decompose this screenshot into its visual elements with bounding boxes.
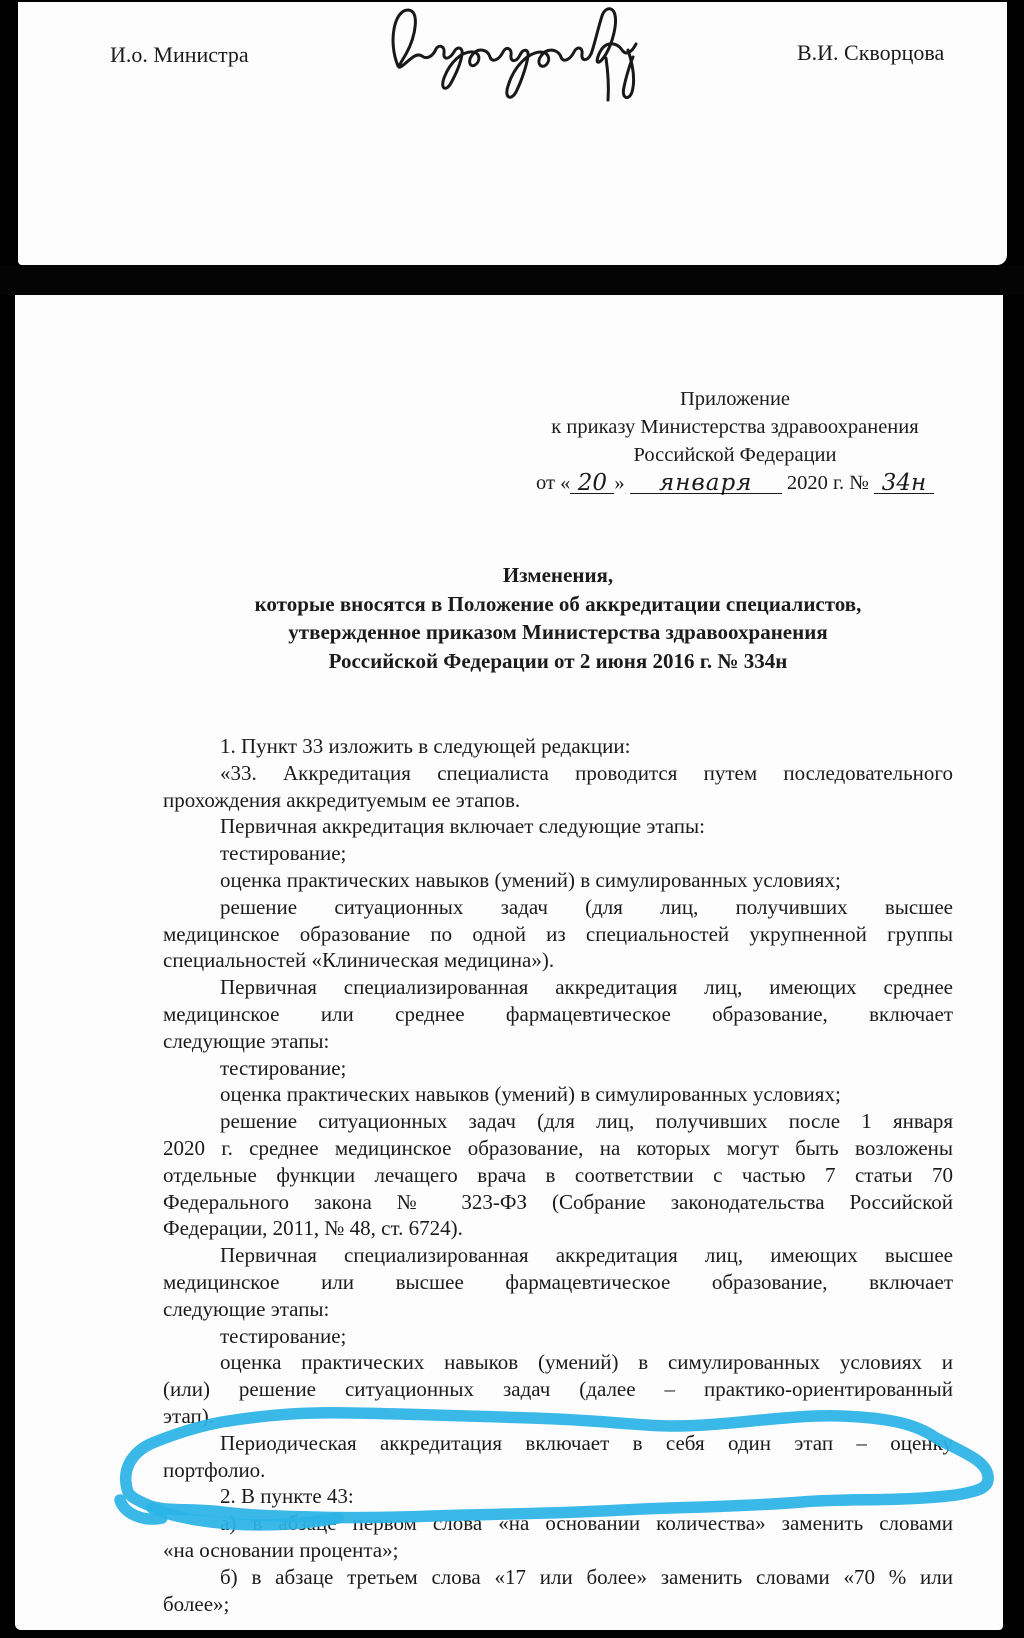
acting-minister-label: И.о. Министра <box>110 42 249 67</box>
highlight-ellipse-annotation <box>100 1390 1010 1550</box>
body-line: специальностей «Клиническая медицина»). <box>163 948 555 973</box>
body-line: б) в абзаце третьем слова «17 или более» заменить словами «70 % или <box>220 1564 953 1589</box>
page-separator <box>0 265 1024 295</box>
body-line: медицинское или высшее фармацевтическое образование, включает <box>163 1269 953 1294</box>
body-line: Федерального закона № 323-ФЗ (Собрание законодательства Российской <box>163 1189 953 1214</box>
handwritten-month: января <box>630 474 782 494</box>
body-line: Первичная специализированная аккредитация лиц, имеющих среднее <box>220 975 953 1000</box>
title-line: которые вносятся в Положение об аккредитации специалистов, <box>254 591 862 616</box>
body-line: более»; <box>163 1591 230 1616</box>
body-line: 1. Пункт 33 изложить в следующей редакции: <box>220 734 631 758</box>
minister-signature <box>370 2 650 114</box>
body-line: «на основании процента»; <box>163 1537 399 1562</box>
header-line: Приложение <box>679 388 791 410</box>
date-prefix: от « <box>536 472 571 494</box>
body-line: следующие этапы: <box>163 1028 330 1053</box>
body-line: решение ситуационных задач (для лиц, получивших высшее <box>220 894 953 919</box>
body-line: Первичная специализированная аккредитация лиц, имеющих высшее <box>220 1243 953 1268</box>
body-line: тестирование; <box>220 841 347 866</box>
document-sheet <box>15 295 1003 1630</box>
document-title <box>163 561 953 675</box>
body-line: отдельные функции лечащего врача в соответствии с частью 7 статьи 70 <box>163 1162 953 1187</box>
header-line: Российской Федерации <box>633 444 837 466</box>
title-lines <box>163 561 953 675</box>
header-lines <box>485 385 985 469</box>
body-line: оценка практических навыков (умений) в симулированных условиях; <box>220 867 841 892</box>
body-line: тестирование; <box>220 1323 347 1348</box>
body-line: этап). <box>163 1403 214 1428</box>
body-line: Периодическая аккредитация включает в себя один этап – оценку <box>220 1430 953 1455</box>
handwritten-day: 20 <box>570 474 614 494</box>
date-close-quote: » <box>614 472 625 494</box>
body-line: а) в абзаце первом слова «на основании количества» заменить словами <box>220 1511 953 1536</box>
top-page-sheet <box>18 2 1007 265</box>
header-line: к приказу Министерства здравоохранения <box>551 416 919 438</box>
body-line: (или) решение ситуационных задач (далее – практико-ориентированный <box>163 1377 953 1402</box>
body-line: Первичная аккредитация включает следующие этапы: <box>220 814 705 839</box>
body-line: тестирование; <box>220 1055 347 1080</box>
body-line: 2020 г. среднее медицинское образование, на которых могут быть возложены <box>163 1135 953 1160</box>
body-line: оценка практических навыков (умений) в симулированных условиях; <box>220 1082 841 1107</box>
title-line: утвержденное приказом Министерства здравоохранения <box>288 620 828 644</box>
body-line: медицинское образование по одной из специальностей укрупненной группы <box>163 921 953 946</box>
appendix-header <box>485 385 985 497</box>
order-date-line <box>485 469 985 497</box>
body-line: «33. Аккредитация специалиста проводится путем последовательного <box>220 760 953 785</box>
body-line: прохождения аккредитуемым ее этапов. <box>163 787 521 812</box>
title-line: Изменения, <box>502 563 614 587</box>
minister-name-label: В.И. Скворцова <box>797 40 945 65</box>
body-line: следующие этапы: <box>163 1296 330 1321</box>
title-line: Российской Федерации от 2 июня 2016 г. № 334н <box>328 648 788 673</box>
body-line: решение ситуационных задач (для лиц, получивших после 1 января <box>220 1109 953 1134</box>
body-line: оценка практических навыков (умений) в симулированных условиях и <box>220 1350 953 1375</box>
body-line: портфолио. <box>163 1457 266 1482</box>
handwritten-order-number: 34н <box>874 474 934 494</box>
body-line: медицинское или среднее фармацевтическое образование, включает <box>163 1001 953 1026</box>
body-line: Федерации, 2011, № 48, ст. 6724). <box>163 1216 463 1241</box>
date-year-part: 2020 г. № <box>786 472 869 494</box>
body-line: 2. В пункте 43: <box>220 1484 354 1509</box>
